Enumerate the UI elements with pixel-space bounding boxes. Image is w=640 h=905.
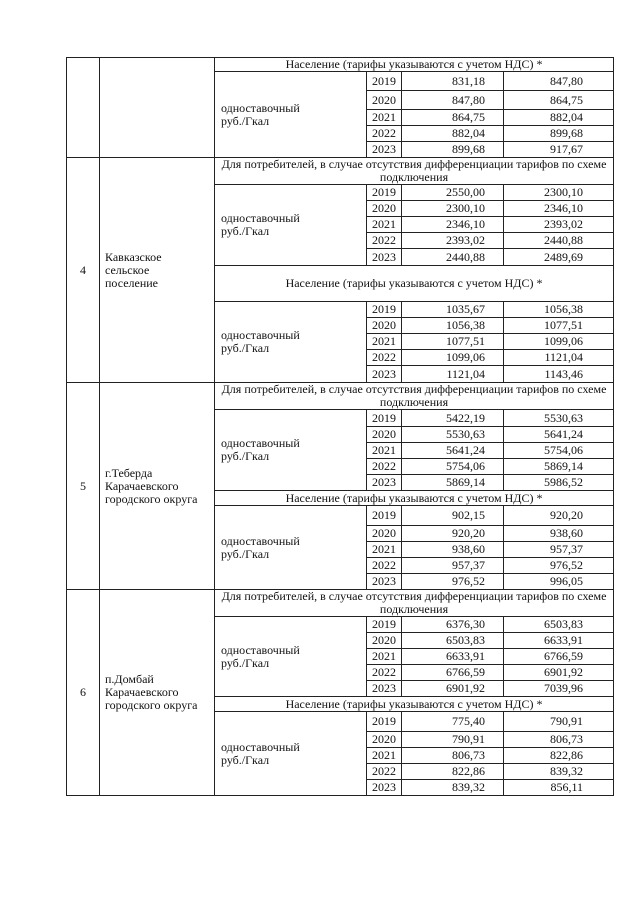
tariff-first-half: 847,80 — [402, 91, 504, 110]
year-cell: 2019 — [367, 617, 402, 633]
settlement-name-line: городского округа — [105, 491, 198, 506]
tariff-second-half: 2440,88 — [504, 233, 614, 249]
row-number — [67, 58, 100, 158]
tariff-first-half: 839,32 — [402, 780, 504, 796]
year-cell: 2020 — [367, 318, 402, 334]
tariff-first-half: 882,04 — [402, 126, 504, 142]
tariff-second-half: 2300,10 — [504, 185, 614, 201]
year-cell: 2021 — [367, 334, 402, 350]
tariff-second-half: 917,67 — [504, 142, 614, 158]
tariff-first-half: 775,40 — [402, 712, 504, 732]
tariff-second-half: 1121,04 — [504, 350, 614, 366]
settlement-name-line: Карачаевского — [105, 685, 179, 699]
settlement-name-line: г.Теберда — [105, 465, 153, 480]
tariff-first-half: 1099,06 — [402, 350, 504, 366]
tariff-type — [215, 617, 367, 697]
settlement-name — [100, 590, 215, 796]
tariff-second-half: 5986,52 — [504, 475, 614, 491]
tariff-first-half: 831,18 — [402, 72, 504, 91]
group-header-row — [67, 158, 614, 185]
tariff-first-half: 5641,24 — [402, 443, 504, 459]
tariff-table — [66, 57, 614, 796]
group-header-row — [67, 383, 614, 410]
tariff-type-line: одноставочный — [221, 739, 300, 754]
year-cell: 2023 — [367, 780, 402, 796]
year-cell: 2021 — [367, 217, 402, 233]
tariff-first-half: 2346,10 — [402, 217, 504, 233]
settlement-name — [100, 158, 215, 383]
tariff-first-half: 1121,04 — [402, 366, 504, 383]
tariff-second-half: 996,05 — [504, 574, 614, 590]
year-cell: 2020 — [367, 91, 402, 110]
tariff-second-half: 806,73 — [504, 732, 614, 748]
tariff-type — [215, 506, 367, 590]
year-cell: 2020 — [367, 427, 402, 443]
tariff-second-half: 899,68 — [504, 126, 614, 142]
tariff-second-half: 1099,06 — [504, 334, 614, 350]
tariff-second-half: 957,37 — [504, 542, 614, 558]
tariff-first-half: 976,52 — [402, 574, 504, 590]
tariff-second-half: 6901,92 — [504, 665, 614, 681]
tariff-second-half: 1056,38 — [504, 302, 614, 318]
tariff-first-half: 899,68 — [402, 142, 504, 158]
tariff-first-half: 5869,14 — [402, 475, 504, 491]
tariff-first-half: 2550,00 — [402, 185, 504, 201]
tariff-second-half: 920,20 — [504, 506, 614, 526]
group-header: Для потребителей, в случае отсутствия дифференциации тарифов по схеме подключения — [215, 383, 614, 410]
year-cell: 2023 — [367, 475, 402, 491]
tariff-first-half: 5530,63 — [402, 427, 504, 443]
tariff-type-line: одноставочный — [221, 211, 300, 225]
tariff-second-half: 1077,51 — [504, 318, 614, 334]
year-cell: 2022 — [367, 350, 402, 366]
settlement-name-line: п.Домбай — [105, 672, 154, 686]
year-cell: 2020 — [367, 633, 402, 649]
tariff-type-line: руб./Гкал — [221, 546, 270, 561]
row-number: 6 — [67, 590, 100, 796]
tariff-second-half: 1143,46 — [504, 366, 614, 383]
tariff-second-half: 5754,06 — [504, 443, 614, 459]
year-cell: 2023 — [367, 249, 402, 266]
tariff-second-half: 5641,24 — [504, 427, 614, 443]
tariff-type-line: руб./Гкал — [221, 449, 270, 463]
tariff-first-half: 957,37 — [402, 558, 504, 574]
tariff-first-half: 920,20 — [402, 526, 504, 542]
tariff-second-half: 856,11 — [504, 780, 614, 796]
tariff-second-half: 5869,14 — [504, 459, 614, 475]
tariff-type-line: одноставочный — [221, 533, 300, 548]
tariff-first-half: 1077,51 — [402, 334, 504, 350]
tariff-type-line: одноставочный — [221, 100, 300, 115]
year-cell: 2022 — [367, 558, 402, 574]
settlement-name-line: поселение — [105, 275, 159, 290]
year-cell: 2019 — [367, 185, 402, 201]
tariff-first-half: 6376,30 — [402, 617, 504, 633]
tariff-first-half: 6766,59 — [402, 665, 504, 681]
tariff-second-half: 847,80 — [504, 72, 614, 91]
year-cell: 2022 — [367, 233, 402, 249]
year-cell: 2023 — [367, 574, 402, 590]
tariff-second-half: 5530,63 — [504, 410, 614, 427]
year-cell: 2019 — [367, 712, 402, 732]
tariff-first-half: 1035,67 — [402, 302, 504, 318]
year-cell: 2021 — [367, 649, 402, 665]
year-cell: 2021 — [367, 443, 402, 459]
tariff-second-half: 2346,10 — [504, 201, 614, 217]
settlement-name — [100, 383, 215, 590]
tariff-first-half: 6901,92 — [402, 681, 504, 697]
settlement-name-line: городского округа — [105, 698, 198, 712]
tariff-first-half: 806,73 — [402, 748, 504, 764]
year-cell: 2022 — [367, 665, 402, 681]
tariff-table-body — [67, 58, 614, 796]
tariff-first-half: 822,86 — [402, 764, 504, 780]
tariff-type-line: руб./Гкал — [221, 341, 270, 355]
tariff-first-half: 2393,02 — [402, 233, 504, 249]
tariff-type-line: руб./Гкал — [221, 752, 270, 767]
year-cell: 2019 — [367, 506, 402, 526]
year-cell: 2019 — [367, 72, 402, 91]
tariff-type — [215, 185, 367, 266]
tariff-second-half: 864,75 — [504, 91, 614, 110]
tariff-second-half: 882,04 — [504, 110, 614, 126]
year-cell: 2022 — [367, 459, 402, 475]
year-cell: 2022 — [367, 126, 402, 142]
year-cell: 2020 — [367, 526, 402, 542]
tariff-first-half: 1056,38 — [402, 318, 504, 334]
tariff-second-half: 6503,83 — [504, 617, 614, 633]
tariff-first-half: 864,75 — [402, 110, 504, 126]
tariff-type-line: одноставочный — [221, 436, 300, 450]
year-cell: 2021 — [367, 110, 402, 126]
tariff-first-half: 6503,83 — [402, 633, 504, 649]
year-cell: 2021 — [367, 748, 402, 764]
tariff-second-half: 7039,96 — [504, 681, 614, 697]
group-header-row — [67, 58, 614, 72]
tariff-second-half: 790,91 — [504, 712, 614, 732]
tariff-second-half: 822,86 — [504, 748, 614, 764]
row-number: 5 — [67, 383, 100, 590]
tariff-second-half: 839,32 — [504, 764, 614, 780]
settlement-name-line: Кавказское — [105, 249, 162, 264]
tariff-type-line: одноставочный — [221, 642, 300, 657]
tariff-first-half: 902,15 — [402, 506, 504, 526]
group-header: Население (тарифы указываются с учетом НДС) * — [215, 58, 614, 72]
group-header: Население (тарифы указываются с учетом НДС) * — [215, 491, 614, 506]
tariff-type-line: руб./Гкал — [221, 224, 270, 238]
tariff-first-half: 6633,91 — [402, 649, 504, 665]
tariff-second-half: 2393,02 — [504, 217, 614, 233]
settlement-name-line: сельское — [105, 262, 150, 277]
group-header: Население (тарифы указываются с учетом НДС) * — [215, 266, 614, 302]
year-cell: 2023 — [367, 681, 402, 697]
tariff-type-line: руб./Гкал — [221, 113, 270, 128]
year-cell: 2019 — [367, 410, 402, 427]
year-cell: 2021 — [367, 542, 402, 558]
tariff-first-half: 5422,19 — [402, 410, 504, 427]
year-cell: 2022 — [367, 764, 402, 780]
group-header: Для потребителей, в случае отсутствия дифференциации тарифов по схеме подключения — [215, 590, 614, 617]
tariff-second-half: 6633,91 — [504, 633, 614, 649]
tariff-type-line: руб./Гкал — [221, 655, 270, 670]
tariff-first-half: 2300,10 — [402, 201, 504, 217]
settlement-name — [100, 58, 215, 158]
year-cell: 2023 — [367, 366, 402, 383]
tariff-type-line: одноставочный — [221, 328, 300, 342]
row-number: 4 — [67, 158, 100, 383]
settlement-name-line: Карачаевского — [105, 478, 179, 493]
tariff-first-half: 790,91 — [402, 732, 504, 748]
tariff-second-half: 2489,69 — [504, 249, 614, 266]
tariff-first-half: 938,60 — [402, 542, 504, 558]
tariff-type — [215, 712, 367, 796]
tariff-first-half: 5754,06 — [402, 459, 504, 475]
tariff-type — [215, 72, 367, 158]
year-cell: 2020 — [367, 201, 402, 217]
group-header: Для потребителей, в случае отсутствия дифференциации тарифов по схеме подключения — [215, 158, 614, 185]
year-cell: 2019 — [367, 302, 402, 318]
tariff-second-half: 976,52 — [504, 558, 614, 574]
group-header: Население (тарифы указываются с учетом НДС) * — [215, 697, 614, 712]
tariff-type — [215, 302, 367, 383]
year-cell: 2023 — [367, 142, 402, 158]
tariff-second-half: 938,60 — [504, 526, 614, 542]
tariff-type — [215, 410, 367, 491]
year-cell: 2020 — [367, 732, 402, 748]
group-header-row — [67, 590, 614, 617]
tariff-second-half: 6766,59 — [504, 649, 614, 665]
tariff-first-half: 2440,88 — [402, 249, 504, 266]
